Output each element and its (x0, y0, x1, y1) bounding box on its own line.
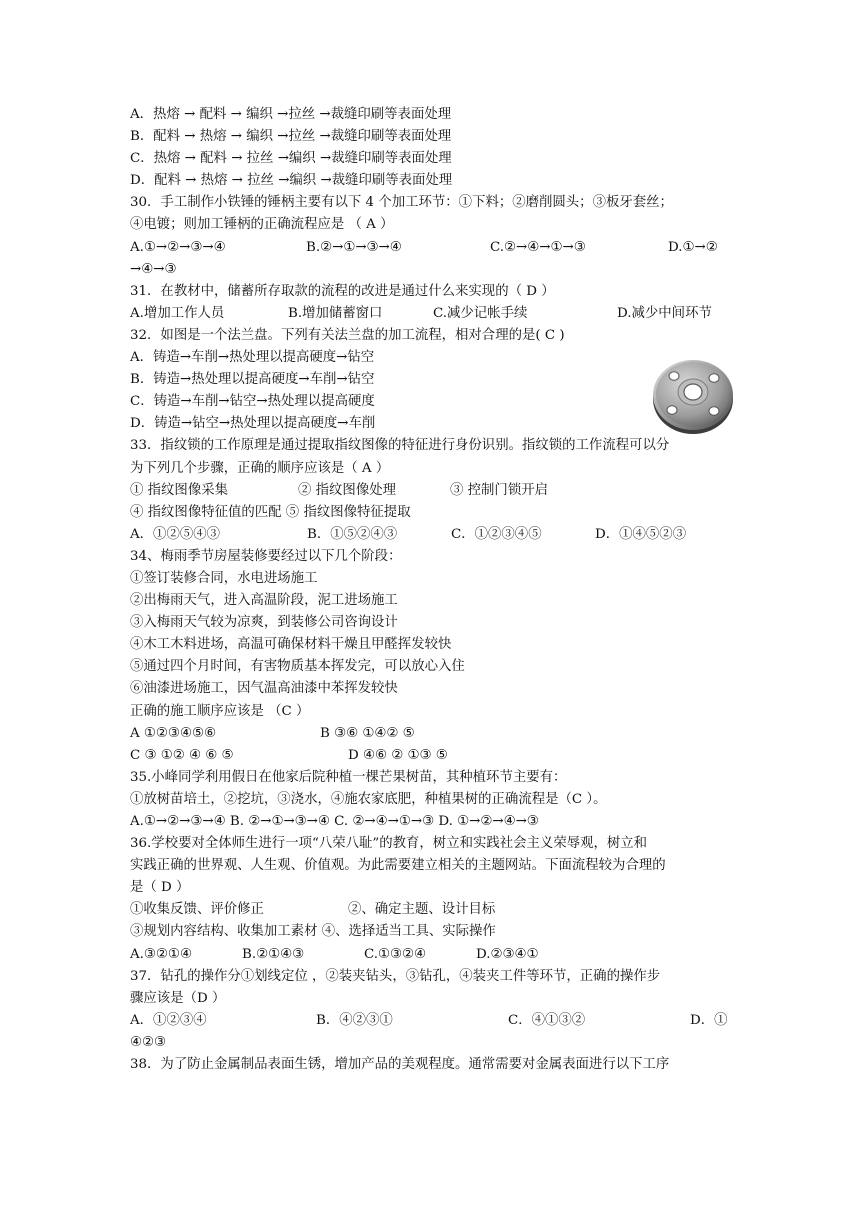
question-35: 35.小峰同学利用假日在他家后院种植一棵芒果树苗，其种植环节主要有： (130, 769, 567, 785)
options-row (130, 745, 730, 767)
option-c: C.①③②④ (364, 946, 427, 962)
options-row (130, 303, 730, 325)
text-line: D．配料 → 热熔 → 拉丝 →编织 →裁缝印刷等表面处理 (130, 173, 453, 189)
question-33: 33．指纹锁的工作原理是通过提取指纹图像的特征进行身份识别。指纹锁的工作流程可以分 (130, 438, 670, 454)
text-line: ①放树苗培土，②挖坑，③浇水，④施农家底肥，种植果树的正确流程是（C ）。 (130, 791, 607, 807)
text-line: ④②③ (130, 1034, 167, 1050)
question-37: 37．钻孔的操作分①划线定位 ，②装夹钻头，③钻孔，④装夹工件等环节，正确的操作步 (130, 968, 661, 984)
options-row (130, 1010, 730, 1032)
step-item: ②、确定主题、设计目标 (348, 902, 496, 918)
text-line: 骤应该是（D ） (130, 990, 226, 1006)
text-line: 是（ D ） (130, 880, 190, 896)
option-b: B．①⑤②④③ (307, 526, 398, 542)
option-a: A.①→②→③→④ (130, 239, 226, 255)
option-d: D.减少中间环节 (617, 305, 712, 321)
option-a: A.增加工作人员 (130, 305, 225, 321)
question-30: 30．手工制作小铁锤的锤柄主要有以下 4 个加工环节：①下料；②磨削圆头；③板牙套丝； (130, 195, 673, 211)
option-b: B.②①④③ (242, 946, 305, 962)
text-line: D．铸造→钻空→热处理以提高硬度→车削 (130, 416, 376, 432)
option-d: D．①④⑤②③ (595, 526, 687, 542)
step-item: ① 指纹图像采集 (130, 482, 228, 498)
option-c: C．①②③④⑤ (451, 526, 542, 542)
text-line: ③规划内容结构、收集加工素材 ④、选择适当工具、实际操作 (130, 924, 496, 940)
flange-image (652, 354, 734, 436)
options-row (130, 723, 730, 745)
question-36: 36.学校要对全体师生进行一项“八荣八耻”的教育，树立和实践社会主义荣辱观，树立和 (130, 836, 648, 852)
text-line: ⑤通过四个月时间，有害物质基本挥发完，可以放心入住 (130, 659, 465, 675)
step-item: ③ 控制门锁开启 (450, 482, 548, 498)
question-38: 38．为了防止金属制品表面生锈，增加产品的美观程度。通常需要对金属表面进行以下工序 (130, 1057, 670, 1073)
options-row (130, 944, 730, 966)
options-row (130, 237, 730, 259)
step-item: ①收集反馈、评价修正 (130, 902, 264, 918)
text-line: ②出梅雨天气，进入高温阶段，泥工进场施工 (130, 593, 398, 609)
question-34: 34、梅雨季节房屋装修要经过以下几个阶段： (130, 548, 402, 564)
option-c: C．④①③② (508, 1012, 586, 1028)
text-line: 实践正确的世界观、人生观、价值观。为此需要建立相关的主题网站。下面流程较为合理的 (130, 858, 666, 874)
text-line: ③入梅雨天气较为凉爽，到装修公司咨询设计 (130, 615, 398, 631)
text-line: 为下列几个步骤，正确的顺序应该是（ A ） (130, 460, 390, 476)
option-a: A．①②③④ (130, 1012, 207, 1028)
text-line: ④ 指纹图像特征值的匹配 ⑤ 指纹图像特征提取 (130, 504, 411, 520)
text-line: →④→③ (130, 261, 177, 277)
option-b: B．④②③① (316, 1012, 393, 1028)
option-b: B.增加储蓄窗口 (288, 305, 383, 321)
step-item: ② 指纹图像处理 (298, 482, 396, 498)
text-line: ④木工木料进场，高温可确保材料干燥且甲醛挥发较快 (130, 637, 452, 653)
text-line: B．铸造→热处理以提高硬度→车削→钻空 (130, 372, 375, 388)
text-line: C．热熔 → 配料 → 拉丝 →编织 →裁缝印刷等表面处理 (130, 151, 452, 167)
question-31: 31．在教材中，储蓄所存取款的流程的改进是通过什么来实现的（ D ） (130, 283, 555, 299)
option-a: A.③②①④ (130, 946, 192, 962)
option-b: B ③⑥ ①④② ⑤ (320, 725, 415, 741)
option-c: C.减少记帐手续 (433, 305, 528, 321)
question-32: 32．如图是一个法兰盘。下列有关法兰盘的加工流程，相对合理的是( C ) (130, 327, 565, 343)
text-line: ⑥油漆进场施工，因气温高油漆中苯挥发较快 (130, 681, 398, 697)
text-line: A．热熔 → 配料 → 编织 →拉丝 →裁缝印刷等表面处理 (130, 107, 452, 122)
steps-row (130, 480, 730, 502)
option-d: D.②③④① (476, 946, 539, 962)
option-c: C ③ ①② ④ ⑥ ⑤ (130, 747, 234, 763)
options-row (130, 524, 730, 546)
option-a: A．①②⑤④③ (130, 526, 221, 542)
option-a: A ①②③④⑤⑥ (130, 725, 216, 741)
text-line: C．铸造→车削→钻空→热处理以提高硬度 (130, 394, 375, 410)
options-line: A.①→②→③→④ B. ②→①→③→④ C. ②→④→①→③ D. ①→②→④→③ (130, 814, 539, 829)
text-line: ④电镀；则加工锤柄的正确流程应是 （ A ） (130, 217, 394, 233)
text-line: ①签订装修合同，水电进场施工 (130, 570, 318, 586)
text-line: 正确的施工顺序应该是 （C ） (130, 703, 310, 719)
text-line: A．铸造→车削→热处理以提高硬度→钻空 (130, 350, 375, 366)
option-c: C.②→④→①→③ (490, 239, 586, 255)
steps-row (130, 899, 730, 921)
text-line: B．配料 → 热熔 → 编织 →拉丝 →裁缝印刷等表面处理 (130, 129, 452, 145)
option-b: B.②→①→③→④ (306, 239, 402, 255)
document-text (130, 104, 730, 1076)
option-d: D.①→② (668, 239, 718, 255)
option-d: D ④⑥ ② ①③ ⑤ (348, 747, 448, 763)
option-d: D．① (690, 1012, 728, 1028)
